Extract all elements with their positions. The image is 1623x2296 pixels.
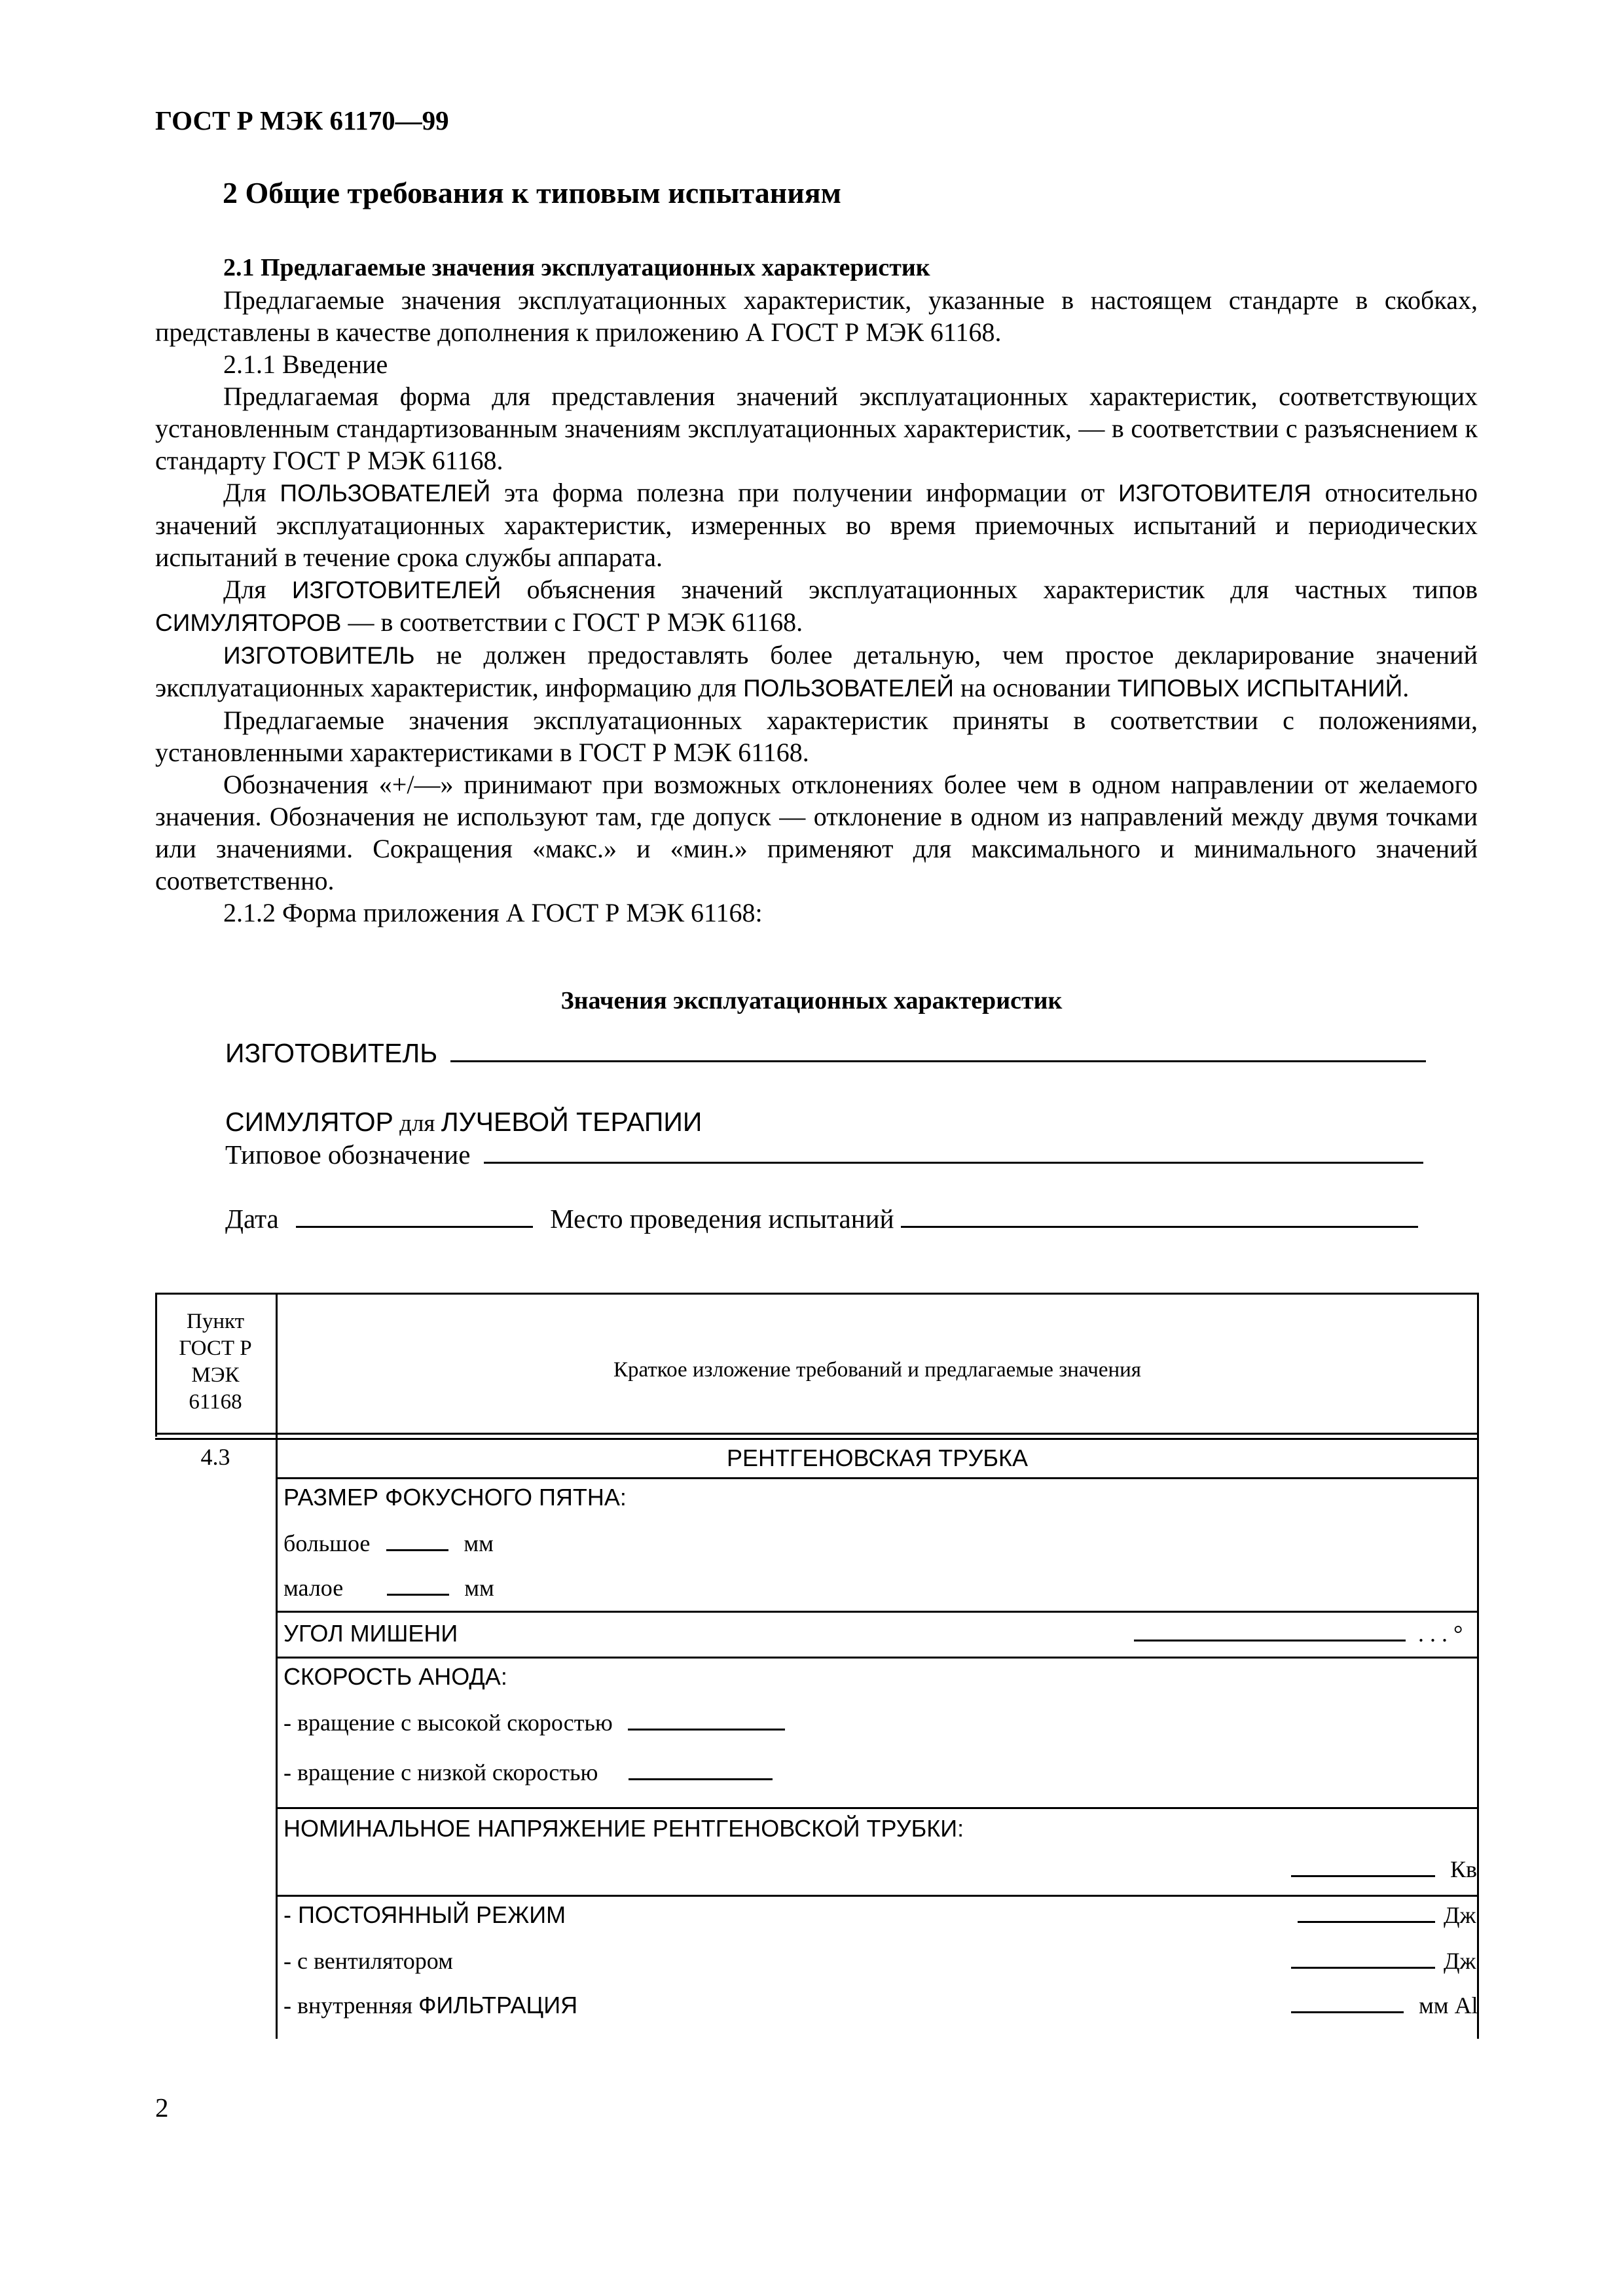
focal-large-row xyxy=(283,1530,494,1557)
header-description: Краткое изложение требований и предлагаемые значения xyxy=(613,1358,1141,1382)
fan-field[interactable] xyxy=(1291,1950,1435,1969)
manufacturer-label: ИЗГОТОВИТЕЛЬ xyxy=(225,1038,438,1068)
row-clause-number: 4.3 xyxy=(200,1444,230,1470)
characteristics-table xyxy=(155,1293,1479,2039)
paragraph-manufacturer-duty: ИЗГОТОВИТЕЛЬ не должен предоставлять более детальную, чем простое декларирование значений эксплуатационных характеристик, информацию для ПОЛЬЗОВАТЕЛЕЙ на основании ТИПОВЫХ ИСПЫТАНИЙ. xyxy=(155,640,1478,702)
constant-mode-row xyxy=(1298,1901,1476,1929)
focal-large-unit: мм xyxy=(464,1530,494,1556)
standard-header: ГОСТ Р МЭК 61170—99 xyxy=(155,105,449,135)
fan-label: - с вентилятором xyxy=(283,1948,453,1974)
subsection-2-1-1: 2.1.1 Введение xyxy=(223,350,388,379)
anode-high-label: - вращение с высокой скоростью xyxy=(283,1710,613,1736)
simulator-label: СИМУЛЯТОР для ЛУЧЕВОЙ ТЕРАПИИ xyxy=(225,1107,702,1137)
manufacturer-row xyxy=(225,1037,1426,1069)
constant-mode-field[interactable] xyxy=(1298,1905,1435,1923)
voltage-unit: Кв xyxy=(1450,1856,1478,1882)
subsection-heading-2-1: 2.1 Предлагаемые значения эксплуатационных характеристик xyxy=(223,254,930,281)
filtration-row xyxy=(1291,1992,1478,2019)
page-number: 2 xyxy=(155,2092,169,2123)
focal-large-label: большое xyxy=(283,1530,371,1556)
anode-low-label: - вращение с низкой скоростью xyxy=(283,1759,598,1785)
anode-low-row xyxy=(283,1759,773,1786)
focal-small-row xyxy=(283,1574,494,1602)
focal-small-label: малое xyxy=(283,1575,344,1601)
focal-spot-title: РАЗМЕР ФОКУСНОГО ПЯТНА: xyxy=(283,1484,627,1511)
voltage-field[interactable] xyxy=(1291,1859,1435,1877)
date-field[interactable] xyxy=(296,1204,533,1228)
paragraph-accepted: Предлагаемые значения эксплуатационных характеристик приняты в соответствии с положениями, установленными характеристиками в ГОСТ Р МЭК 61168. xyxy=(155,706,1478,767)
filtration-label: - внутренняя ФИЛЬТРАЦИЯ xyxy=(283,1992,578,2018)
place-field[interactable] xyxy=(901,1204,1418,1228)
anode-high-field[interactable] xyxy=(628,1712,785,1731)
focal-large-field[interactable] xyxy=(386,1533,448,1551)
place-label: Место проведения испытаний xyxy=(550,1204,894,1234)
form-title: Значения эксплуатационных характеристик xyxy=(560,987,1063,1014)
constant-mode-unit: Дж xyxy=(1444,1902,1476,1928)
anode-low-field[interactable] xyxy=(629,1762,773,1780)
header-clause-number: Пункт ГОСТ Р МЭК 61168 xyxy=(179,1310,252,1414)
constant-mode-label: - ПОСТОЯННЫЙ РЕЖИМ xyxy=(283,1901,566,1928)
body-text xyxy=(155,252,1478,929)
date-label: Дата xyxy=(225,1204,279,1234)
subsection-2-1-2: 2.1.2 Форма приложения А ГОСТ Р МЭК 61168: xyxy=(223,898,763,927)
manufacturer-field[interactable] xyxy=(450,1039,1426,1062)
filtration-unit: мм Al xyxy=(1419,1992,1478,2018)
anode-high-row xyxy=(283,1709,785,1736)
fan-row xyxy=(1291,1947,1476,1975)
paragraph-signs: Обозначения «+/—» принимают при возможных отклонениях более чем в одном направлении от желаемого значения. Обозначения не используют там, где допуск — отклонение в одном из направлений между двумя точками или значениями. Сокращения «макс.» и «мин.» применяют для максимального и минимального значений соответственно. xyxy=(155,770,1478,895)
voltage-title: НОМИНАЛЬНОЕ НАПРЯЖЕНИЕ РЕНТГЕНОВСКОЙ ТРУБКИ: xyxy=(283,1815,964,1842)
date-place-row xyxy=(225,1203,1418,1234)
focal-small-unit: мм xyxy=(464,1575,494,1601)
type-row xyxy=(225,1139,1423,1170)
paragraph-manufacturers: Для ИЗГОТОВИТЕЛЕЙ объяснения значений эксплуатационных характеристик для частных типов СИМУЛЯТОРОВ — в соответствии с ГОСТ Р МЭК 61168. xyxy=(155,575,1478,637)
focal-small-field[interactable] xyxy=(387,1577,449,1596)
target-angle-label: УГОЛ МИШЕНИ xyxy=(283,1620,458,1647)
anode-speed-title: СКОРОСТЬ АНОДА: xyxy=(283,1663,507,1690)
fan-unit: Дж xyxy=(1444,1948,1476,1974)
paragraph-users: Для ПОЛЬЗОВАТЕЛЕЙ эта форма полезна при получении информации от ИЗГОТОВИТЕЛЯ относительно значений эксплуатационных характеристик, измеренных во время приемочных испытаний и периодических испытаний в течение срока службы аппарата. xyxy=(155,478,1478,572)
paragraph-2-1: Предлагаемые значения эксплуатационных характеристик, указанные в настоящем стандарте в скобках, представлены в качестве дополнения к приложению А ГОСТ Р МЭК 61168. xyxy=(155,285,1478,347)
voltage-row xyxy=(1291,1856,1477,1883)
type-field[interactable] xyxy=(484,1140,1423,1164)
target-angle-row xyxy=(1134,1620,1463,1647)
filtration-field[interactable] xyxy=(1291,1995,1404,2013)
tube-title: РЕНТГЕНОВСКАЯ ТРУБКА xyxy=(726,1444,1028,1471)
target-angle-field[interactable] xyxy=(1134,1623,1406,1641)
type-label: Типовое обозначение xyxy=(225,1139,471,1170)
section-title: 2 Общие требования к типовым испытаниям xyxy=(223,176,841,209)
paragraph-form: Предлагаемая форма для представления значений эксплуатационных характеристик, соответствующих установленным стандартизованным значениям эксплуатационных характеристик, — в соответствии с разъяснением к стандарту ГОСТ Р МЭК 61168. xyxy=(155,382,1478,475)
target-angle-unit: . . . ° xyxy=(1418,1621,1463,1647)
